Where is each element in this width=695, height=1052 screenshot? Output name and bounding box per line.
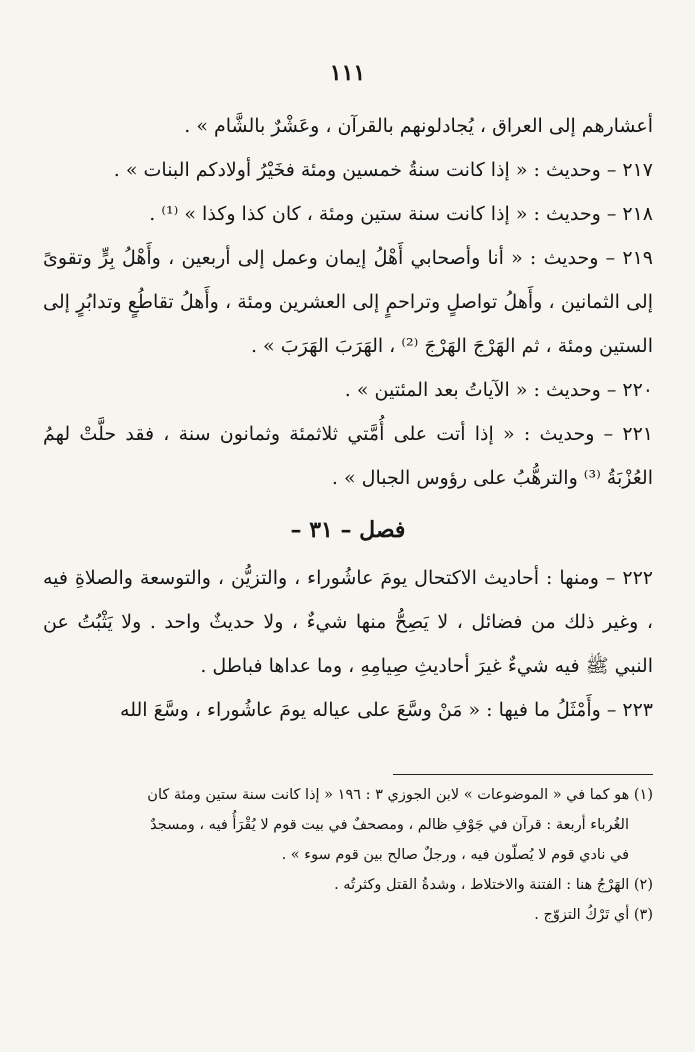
footnote-1-cont-1: الغُرباء أربعة : قرآن في جَوْفِ ظالم ، ومصحفٌ في بيت قوم لا يُقْرَأُ فيه ، ومسجدٌ bbox=[150, 817, 629, 833]
footnote-3: (٣) أي تَرْكُ التزوّج . bbox=[534, 907, 653, 923]
hadith-222: ٢٢٢ – ومنها : أحاديث الاكتحال يومَ عاشُوراء ، والتزيُّن ، والتوسعة والصلاةِ فيه ، وغير ذلك من فضائل ، لا يَصِحُّ منها شيءٌ ، ولا حديثٌ واحد . ولا يَثْبُتُ عن النبي ﷺ فيه شيءٌ غيرَ أحاديثِ صِيامِهِ ، وما عداها فباطل . bbox=[43, 567, 653, 677]
section-heading: فصل – ٣١ – bbox=[290, 517, 406, 543]
footnote-1-cont-2: في نادي قوم لا يُصلّون فيه ، ورجلٌ صالح بين قوم سوء » . bbox=[281, 847, 629, 863]
page-number: ١١١ bbox=[329, 60, 366, 86]
hadith-223: ٢٢٣ – وأَمْثَلُ ما فيها : « مَنْ وسَّعَ على عياله يومَ عاشُوراء ، وسَّعَ الله bbox=[120, 699, 653, 721]
footnotes bbox=[43, 780, 653, 930]
footnote-divider bbox=[393, 774, 653, 775]
hadith-220: ٢٢٠ – وحديث : « الآياتُ بعد المئتين » . bbox=[344, 379, 653, 401]
main-text bbox=[43, 104, 653, 732]
hadith-217: ٢١٧ – وحديث : « إذا كانت سنةُ خمسين ومئة فخَيْرُ أولادكم البنات » . bbox=[113, 159, 653, 181]
paragraph-continuation: أعشارهم إلى العراق ، يُجادلونهم بالقرآن ، وعَشْرٌ بالشَّام » . bbox=[184, 115, 653, 137]
hadith-219: ٢١٩ – وحديث : « أنا وأصحابي أَهْلُ إيمان وعمل إلى أربعين ، وأَهْلُ بِرٍّ وتقوىً إلى الثمانين ، وأَهلُ تواصلٍ وتراحمٍ إلى العشرين ومئة ، وأَهلُ تقاطُعٍ وتدابُرٍ إلى الستين ومئة ، ثم الهَرْجَ الهَرْجَ ⁽²⁾ ، الهَرَبَ الهَرَبَ » . bbox=[43, 247, 653, 357]
footnote-2: (٢) الهَرْجُ هنا : الفتنة والاختلاط ، وشدةُ القتل وكثرتُه . bbox=[334, 877, 653, 893]
hadith-218: ٢١٨ – وحديث : « إذا كانت سنة ستين ومئة ، كان كذا وكذا » ⁽¹⁾ . bbox=[149, 203, 653, 225]
hadith-221: ٢٢١ – وحديث : « إذا أتت على أُمَّتي ثلاثمئة وثمانون سنة ، فقد حلَّتْ لهمُ العُزْبَةُ ⁽³⁾ والترهُّبُ على رؤوس الجبال » . bbox=[43, 423, 653, 489]
footnote-1: (١) هو كما في « الموضوعات » لابن الجوزي ٣ : ١٩٦ « إذا كانت سنة ستين ومئة كان bbox=[147, 787, 653, 803]
